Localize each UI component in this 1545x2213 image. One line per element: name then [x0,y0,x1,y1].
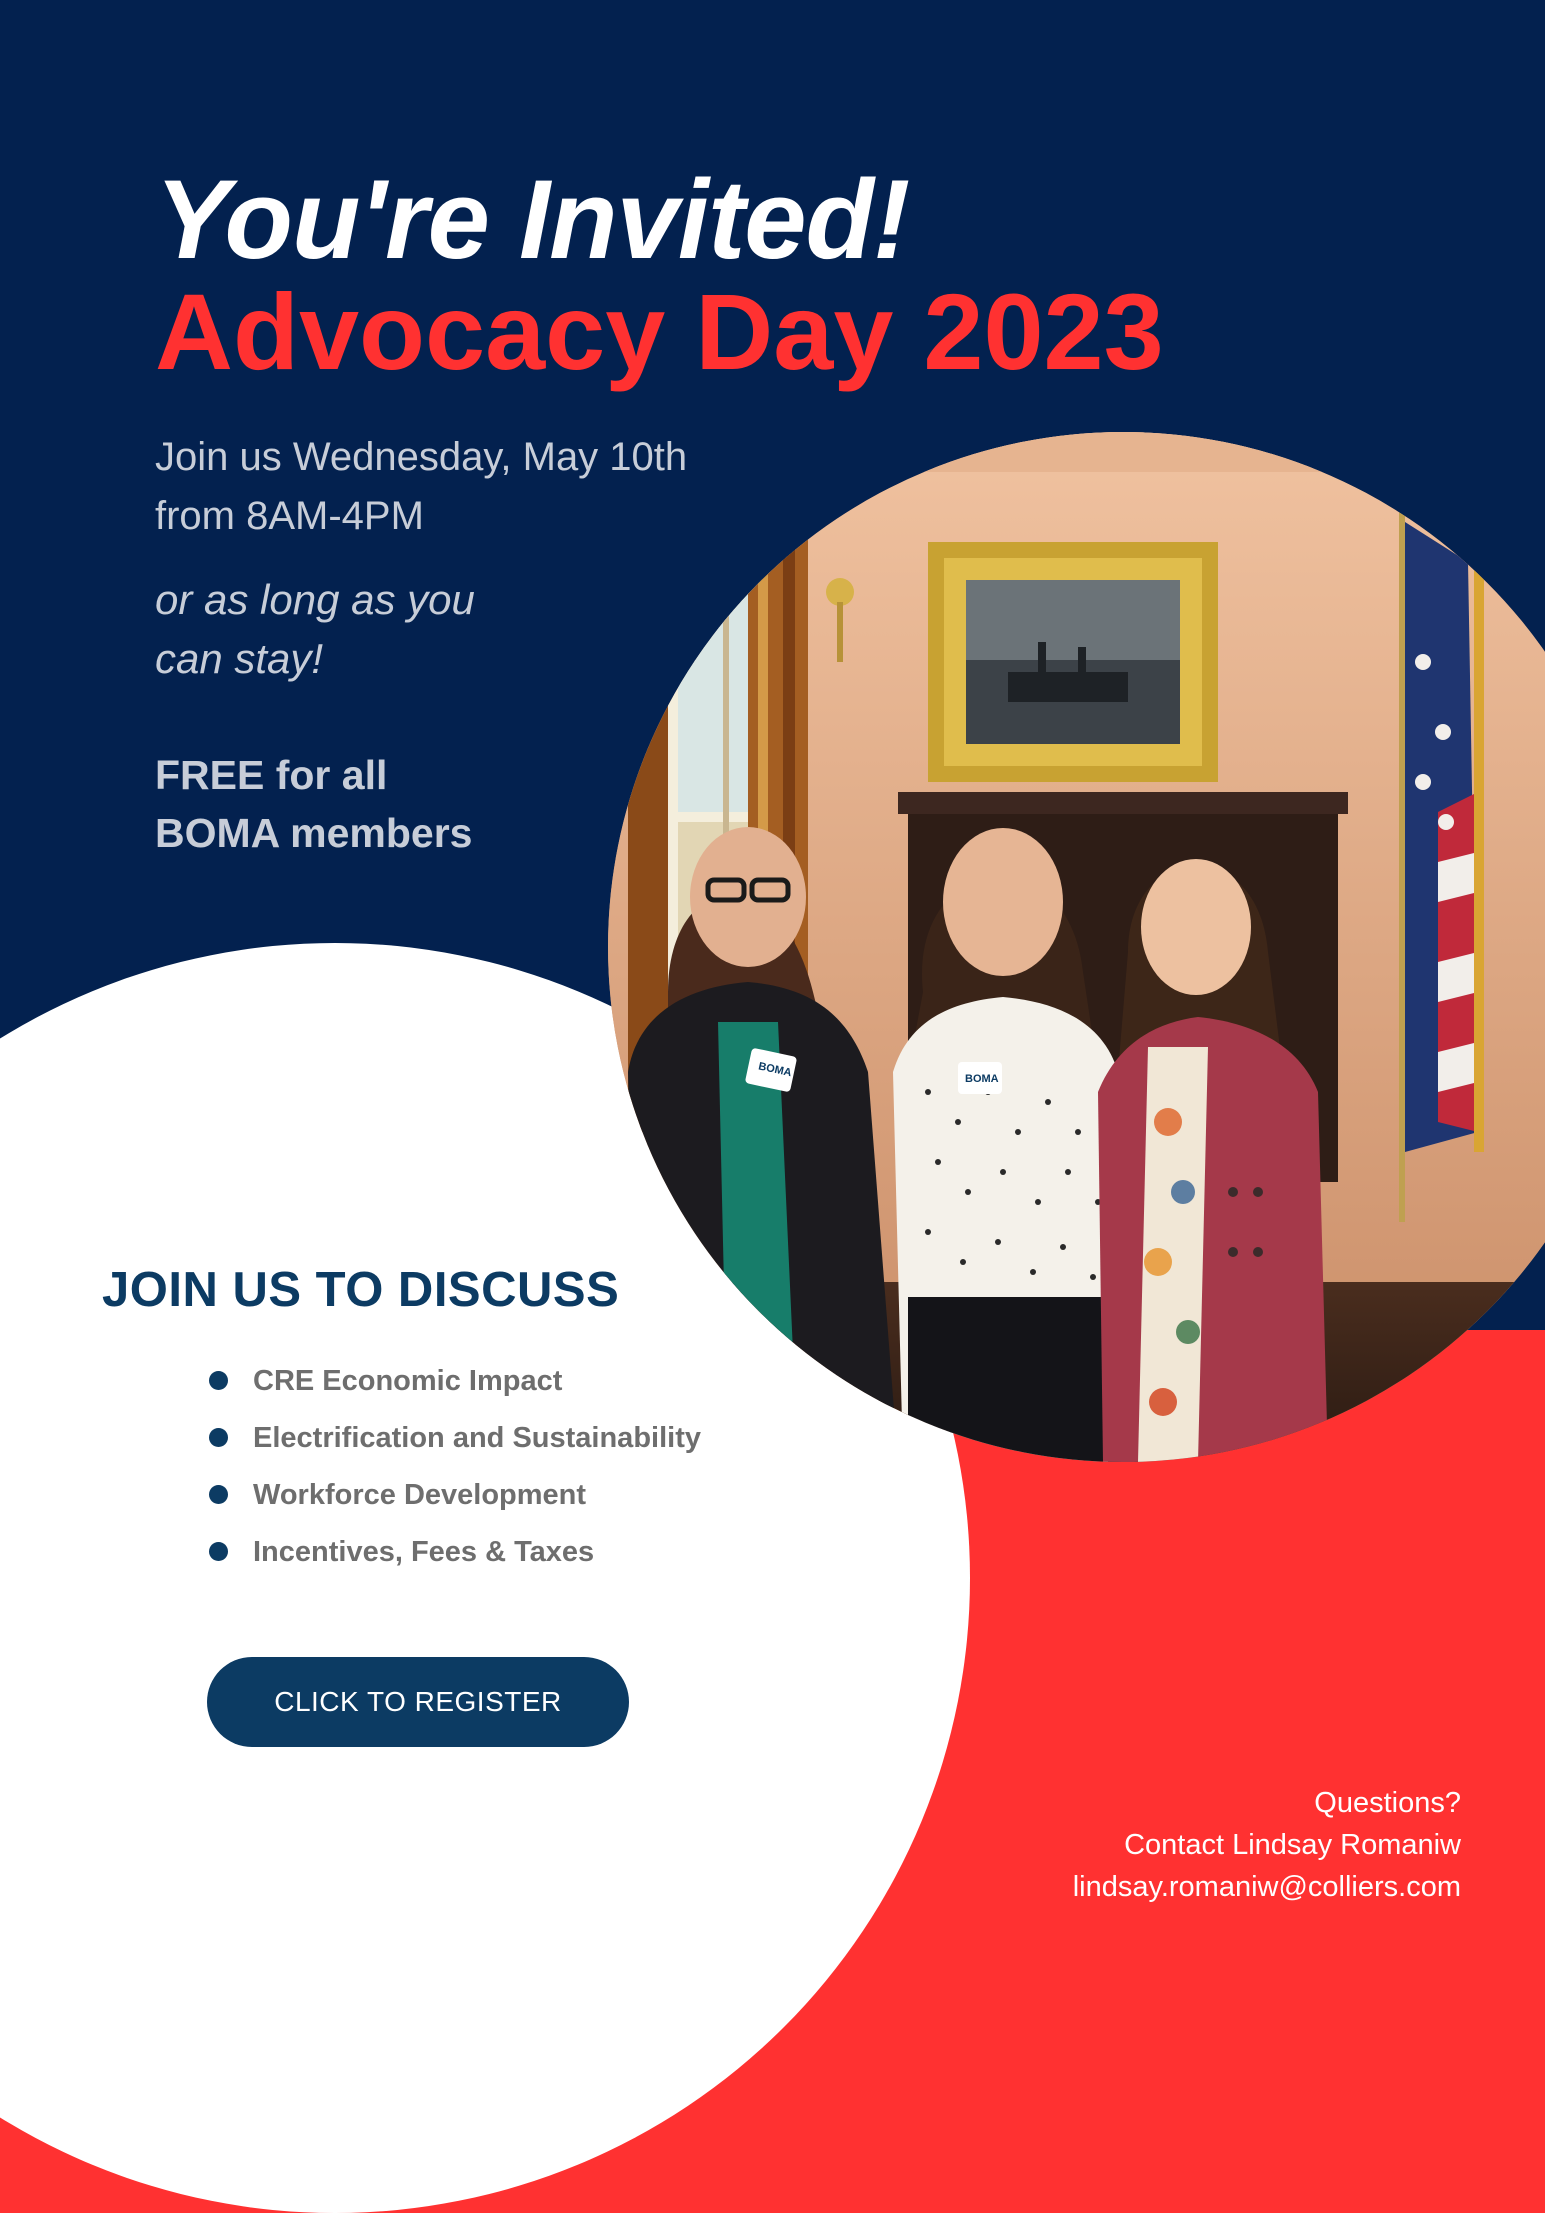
stay-line-1: or as long as you [155,576,475,623]
bullet-icon [209,1485,228,1504]
topic-item [205,1527,701,1584]
discuss-heading: JOIN US TO DISCUSS [102,1263,620,1317]
date-line: Join us Wednesday, May 10th [155,435,688,479]
contact-name: Contact Lindsay Romaniw [1124,1829,1461,1861]
name-badge-text: BOMA [965,1073,999,1085]
topic-item [205,1470,701,1527]
contact-info [1073,1782,1461,1908]
free-line-1: FREE for all [155,752,388,798]
topic-item [205,1356,701,1413]
register-button[interactable]: CLICK TO REGISTER [207,1657,629,1747]
topic-label: Incentives, Fees & Taxes [253,1536,595,1568]
contact-email[interactable]: lindsay.romaniw@colliers.com [1072,1871,1461,1903]
topic-list [205,1356,701,1584]
free-note [155,746,755,862]
name-badge-text: BOMA [757,1060,793,1080]
bullet-icon [209,1428,228,1447]
topic-item [205,1413,701,1470]
stay-note [155,570,755,688]
invitation-headline: You're Invited! [155,157,910,282]
bullet-icon [209,1542,228,1561]
framed-painting [928,542,1218,782]
time-line: from 8AM-4PM [155,494,424,538]
contact-questions: Questions? [1314,1787,1461,1819]
stay-line-2: can stay! [155,635,324,682]
event-date-time [155,428,855,546]
event-title: Advocacy Day 2023 [155,271,1164,392]
topic-label: CRE Economic Impact [253,1365,563,1397]
free-line-2: BOMA members [155,810,473,856]
bullet-icon [209,1371,228,1390]
topic-label: Workforce Development [253,1479,587,1511]
topic-label: Electrification and Sustainability [253,1422,701,1454]
